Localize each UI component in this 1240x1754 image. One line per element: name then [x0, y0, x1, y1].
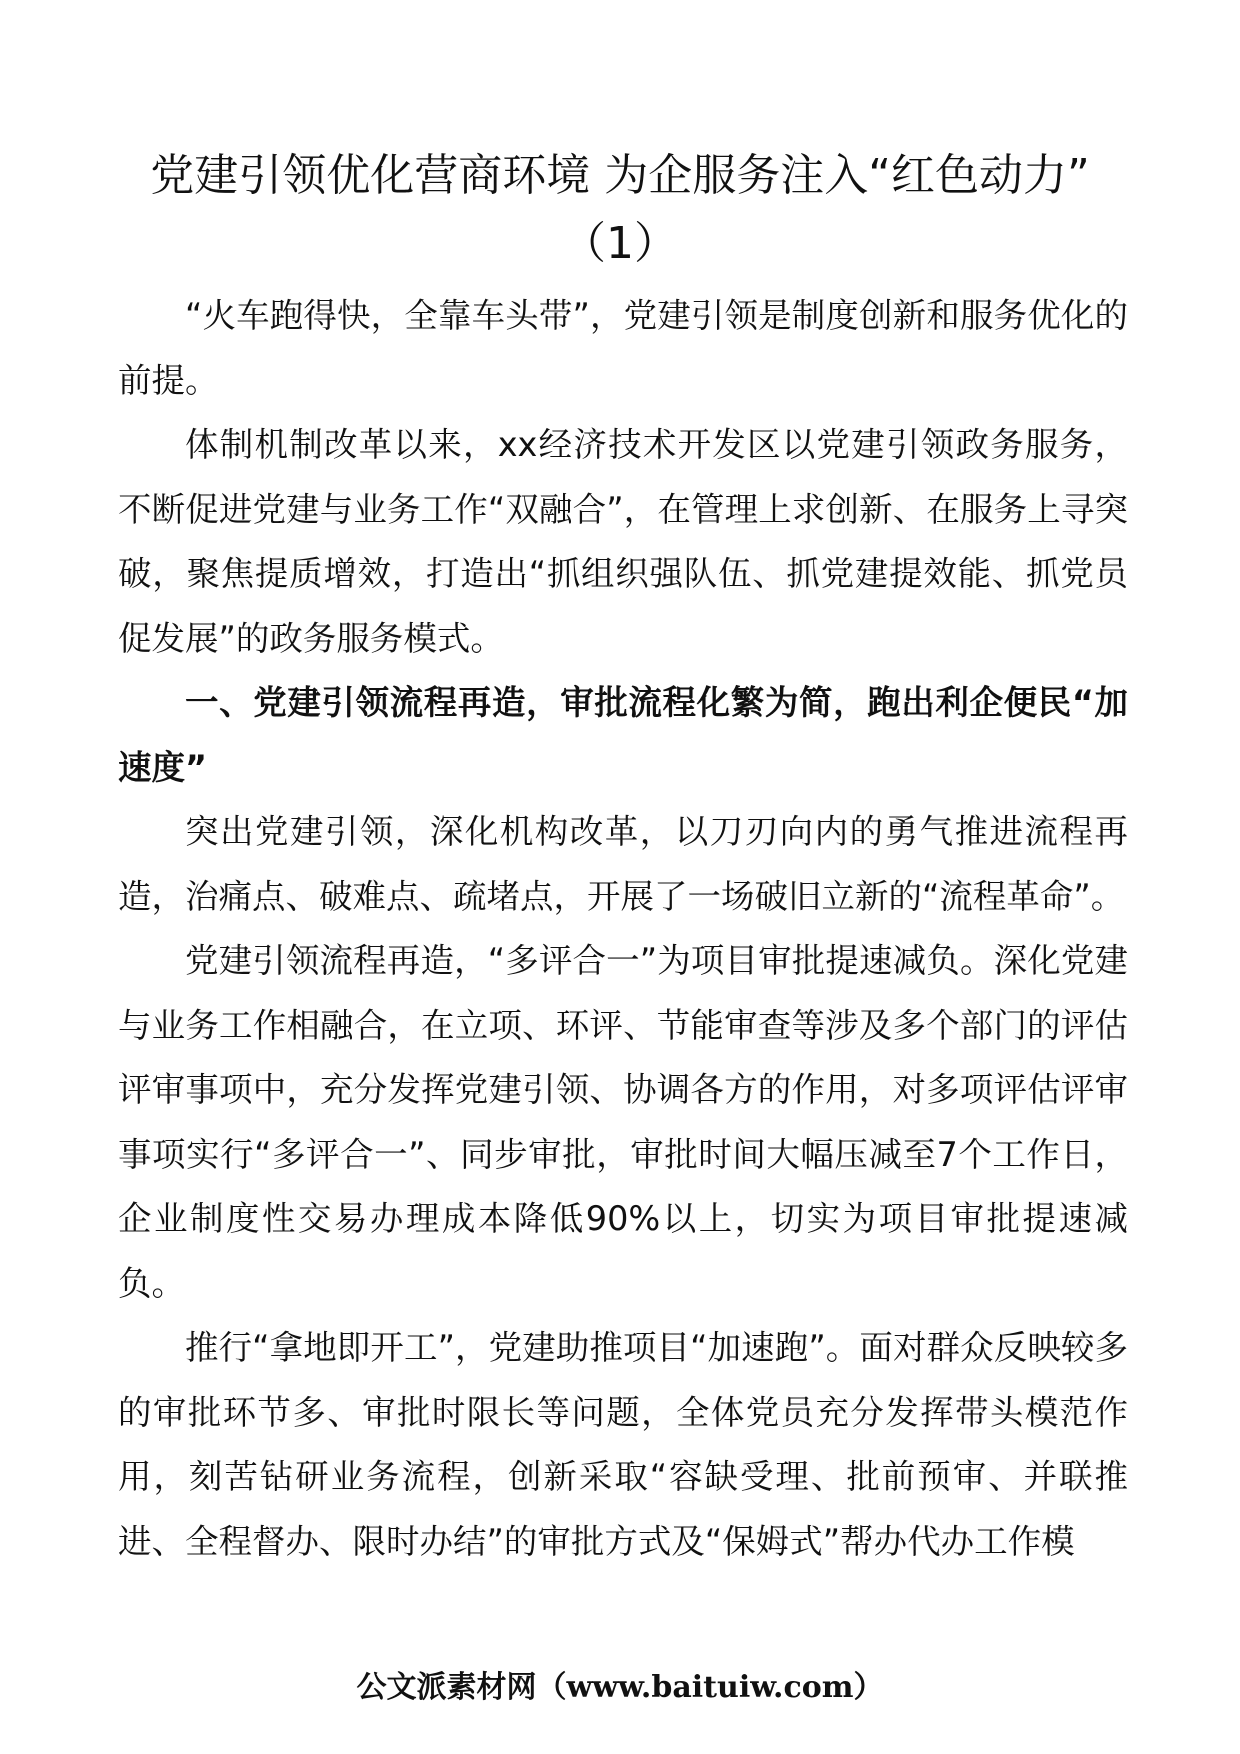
- footer-watermark: 公文派素材网（www.baituiw.com）: [356, 1670, 884, 1705]
- document-body: [118, 284, 1128, 1574]
- section-heading-1: 一、党建引领流程再造，审批流程化繁为简，跑出利企便民“加速度”: [118, 683, 1128, 787]
- page-title: 党建引领优化营商环境 为企服务注入“红色动力”: [150, 150, 1090, 201]
- page-title-part-number: （1）: [562, 218, 678, 269]
- paragraph-1: “火车跑得快，全靠车头带”，党建引领是制度创新和服务优化的前提。: [118, 296, 1128, 400]
- paragraph-5: 推行“拿地即开工”，党建助推项目“加速跑”。面对群众反映较多的审批环节多、审批时限长等问题，全体党员充分发挥带头模范作用，刻苦钻研业务流程，创新采取“容缺受理、批前预审、并联推进、全程督办、限时办结”的审批方式及“保姆式”帮办代办工作模: [118, 1328, 1128, 1561]
- paragraph-4: 党建引领流程再造，“多评合一”为项目审批提速减负。深化党建与业务工作相融合，在立项、环评、节能审查等涉及多个部门的评估评审事项中，充分发挥党建引领、协调各方的作用，对多项评估评审事项实行“多评合一”、同步审批，审批时间大幅压减至7个工作日，企业制度性交易办理成本降低90%以上，切实为项目审批提速减负。: [118, 941, 1128, 1303]
- paragraph-2: 体制机制改革以来，xx经济技术开发区以党建引领政务服务，不断促进党建与业务工作“双融合”，在管理上求创新、在服务上寻突破，聚焦提质增效，打造出“抓组织强队伍、抓党建提效能、抓党员促发展”的政务服务模式。: [118, 425, 1128, 658]
- paragraph-3: 突出党建引领，深化机构改革，以刀刃向内的勇气推进流程再造，治痛点、破难点、疏堵点，开展了一场破旧立新的“流程革命”。: [118, 812, 1128, 916]
